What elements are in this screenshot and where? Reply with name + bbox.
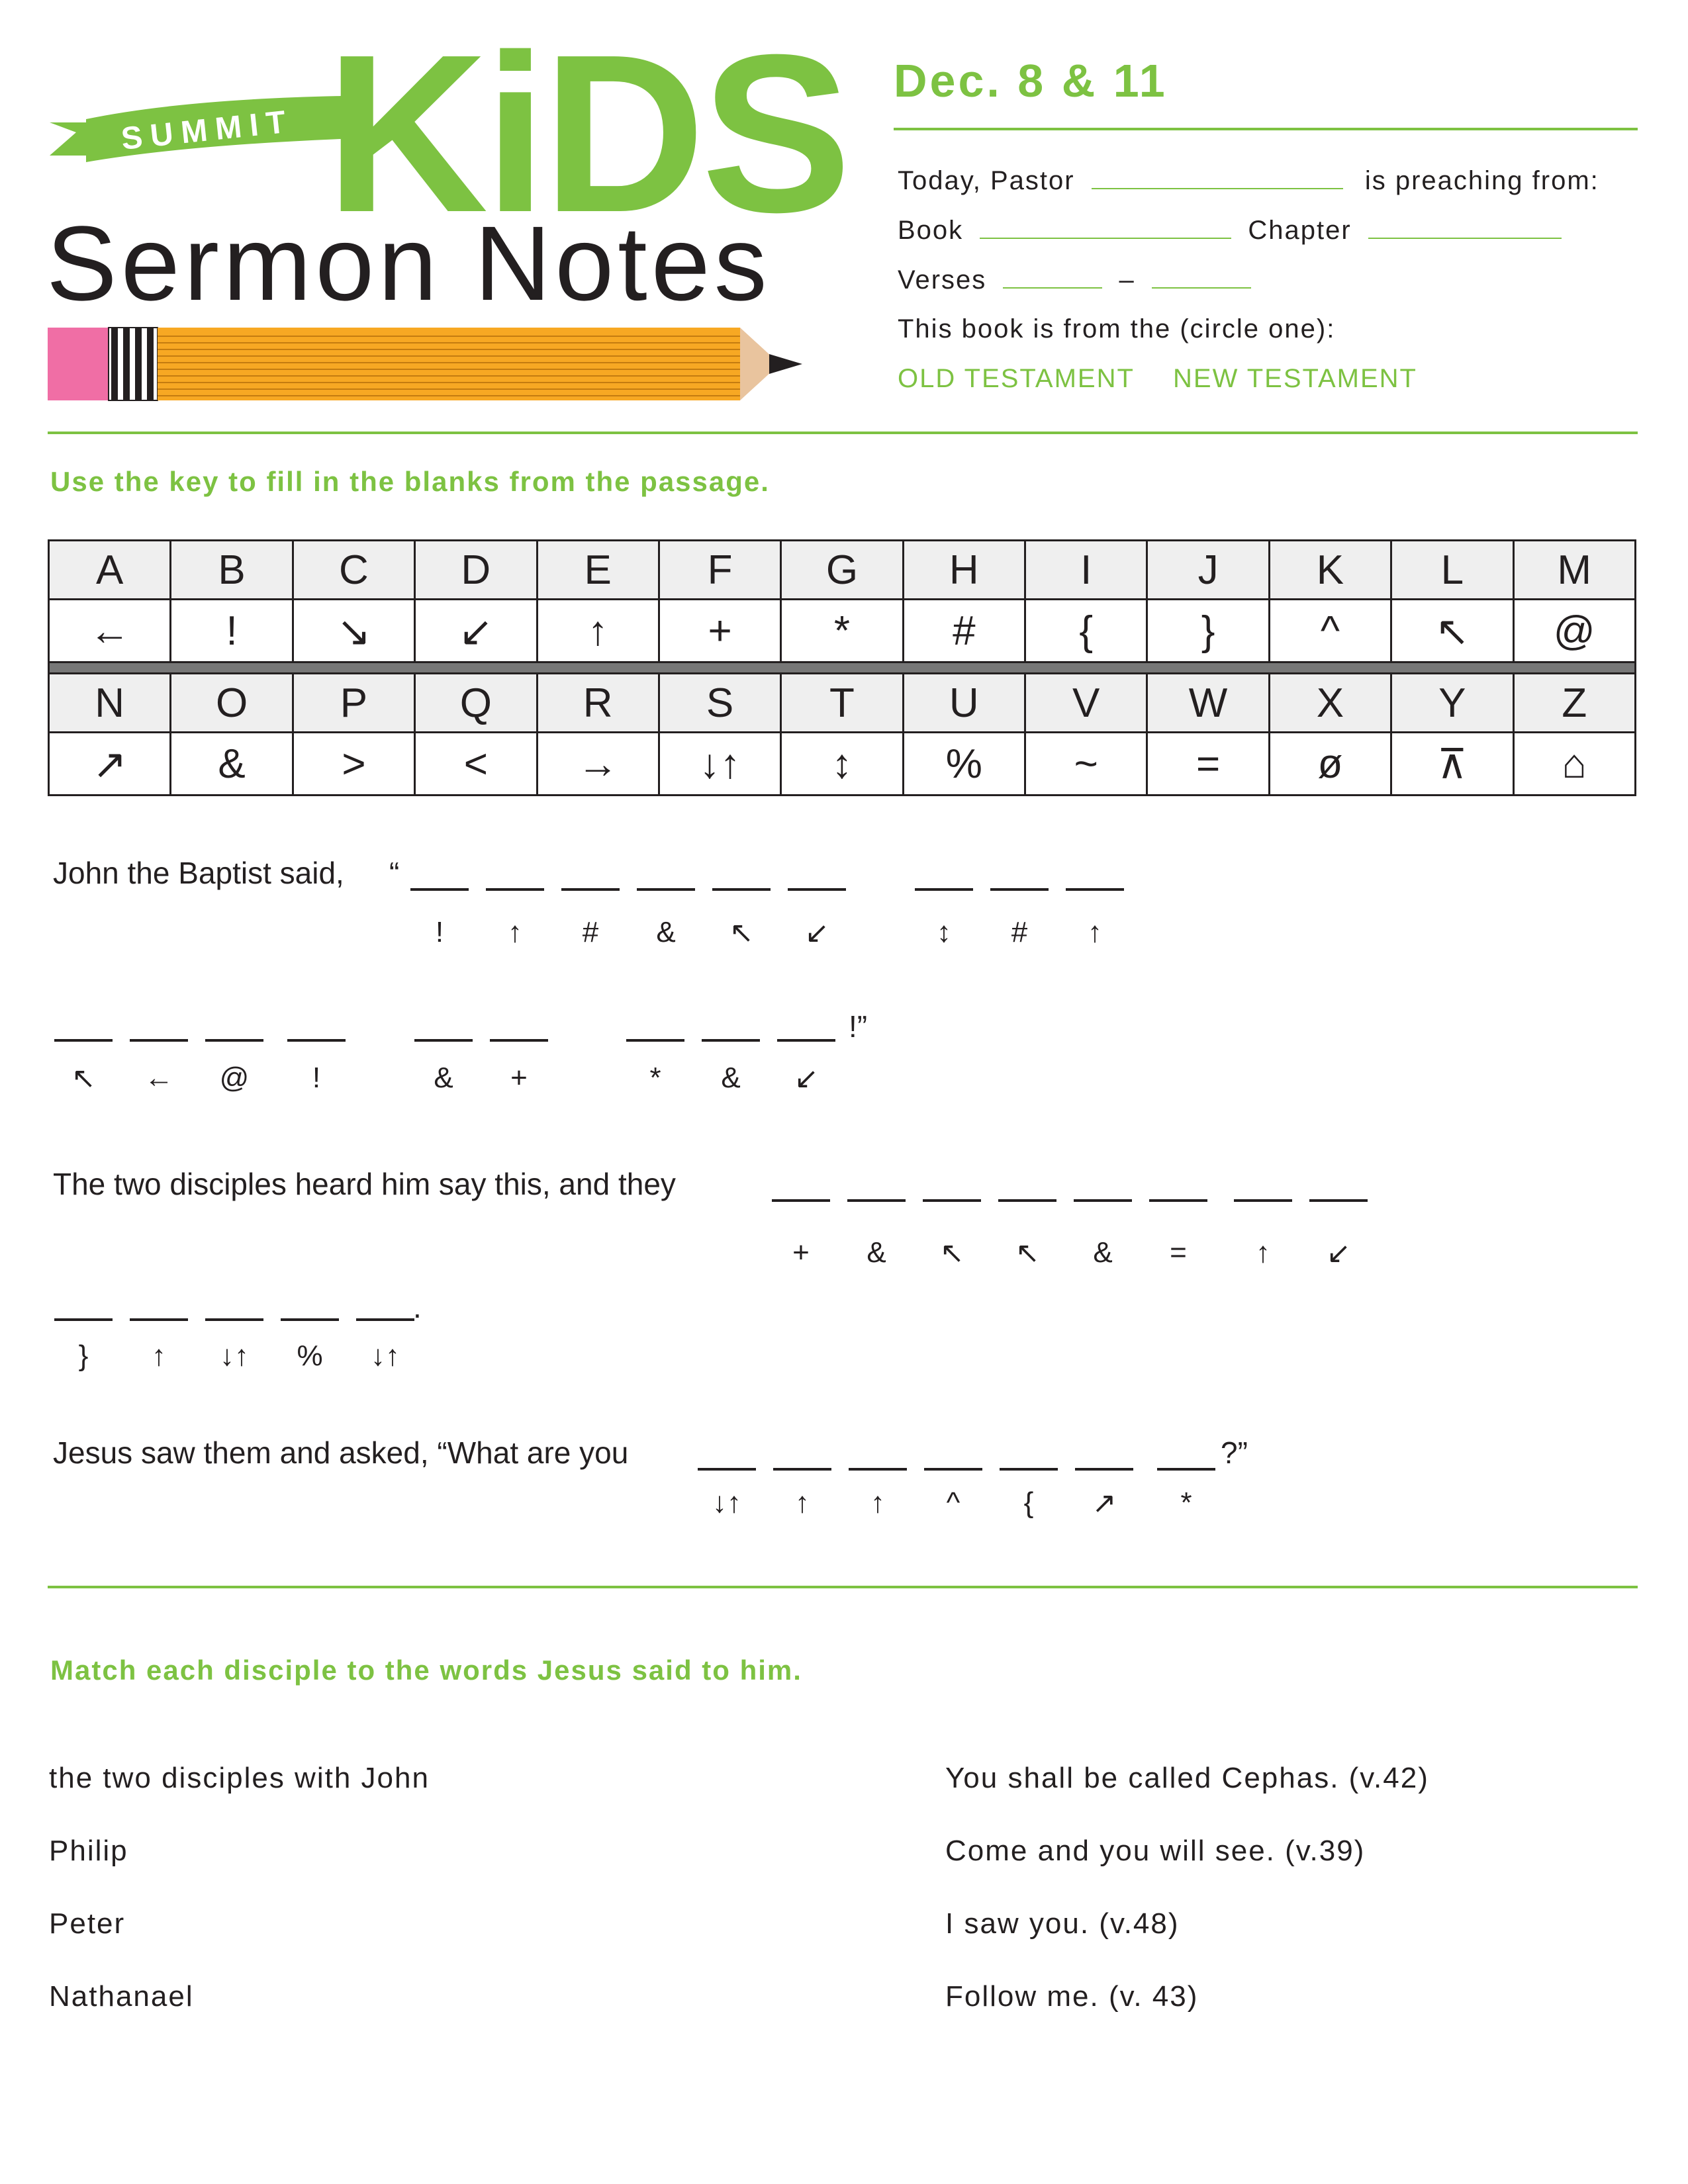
disciple-item[interactable]: Nathanael — [49, 1980, 194, 2013]
key-letter: H — [903, 541, 1025, 600]
cipher-clue: & — [867, 1236, 886, 1269]
key-symbol: } — [1147, 600, 1269, 662]
answer-blank[interactable] — [130, 1039, 188, 1042]
key-letter: R — [537, 674, 659, 733]
key-letter: Q — [415, 674, 537, 733]
answer-blank[interactable] — [1000, 1468, 1058, 1471]
cipher-key-table — [48, 539, 1636, 796]
cipher-clue: ↙ — [1326, 1237, 1351, 1269]
cipher-clue: ↖ — [1015, 1237, 1040, 1269]
jesus-quote-item[interactable]: I saw you. (v.48) — [945, 1907, 1180, 1940]
key-letter: I — [1025, 541, 1147, 600]
key-letter: F — [659, 541, 780, 600]
logo-subtitle: Sermon Notes — [46, 204, 771, 322]
logo-banner-text: SUMMIT — [119, 103, 296, 157]
answer-blank[interactable] — [356, 1318, 414, 1321]
preaching-from-label: is preaching from: — [1364, 166, 1599, 195]
answer-blank[interactable] — [561, 888, 620, 891]
key-letter-row — [49, 541, 1636, 600]
key-symbol: > — [293, 733, 414, 796]
cipher-clue: ↑ — [795, 1486, 810, 1519]
answer-blank[interactable] — [915, 888, 973, 891]
answer-blank[interactable] — [712, 888, 771, 891]
answer-blank[interactable] — [1074, 1199, 1132, 1202]
cipher-clue: & — [721, 1062, 741, 1094]
key-symbol-row — [49, 733, 1636, 796]
answer-blank[interactable] — [281, 1318, 339, 1321]
answer-blank[interactable] — [788, 888, 846, 891]
answer-blank[interactable] — [924, 1468, 982, 1471]
key-letter: U — [903, 674, 1025, 733]
answer-blank[interactable] — [205, 1318, 263, 1321]
key-symbol: @ — [1513, 600, 1636, 662]
key-letter: D — [415, 541, 537, 600]
answer-blank[interactable] — [1149, 1199, 1207, 1202]
cipher-clue: * — [1180, 1486, 1192, 1519]
key-symbol: ↘ — [293, 600, 414, 662]
answer-blank[interactable] — [1309, 1199, 1368, 1202]
jesus-quote-item[interactable]: Come and you will see. (v.39) — [945, 1835, 1366, 1867]
book-blank[interactable] — [980, 215, 1231, 239]
old-testament-option[interactable]: OLD TESTAMENT — [898, 364, 1135, 393]
cipher-clue: # — [582, 916, 599, 948]
key-letter: P — [293, 674, 414, 733]
key-instruction: Use the key to fill in the blanks from the passage. — [50, 466, 770, 497]
key-letter: N — [49, 674, 171, 733]
pencil-icon — [48, 324, 802, 404]
cipher-clue: ↗ — [1092, 1487, 1117, 1520]
answer-blank[interactable] — [1075, 1468, 1133, 1471]
answer-blank[interactable] — [1157, 1468, 1215, 1471]
key-separator — [49, 662, 1636, 674]
cipher-clue: + — [510, 1062, 528, 1094]
chapter-blank[interactable] — [1368, 215, 1562, 239]
answer-blank[interactable] — [772, 1199, 830, 1202]
key-symbol: ^ — [1269, 600, 1391, 662]
open-quote: “ — [389, 856, 400, 890]
disciple-item[interactable]: the two disciples with John — [49, 1762, 430, 1794]
key-letter: L — [1391, 541, 1513, 600]
key-letter: C — [293, 541, 414, 600]
key-letter: O — [171, 674, 293, 733]
cipher-clue: # — [1011, 916, 1028, 948]
key-letter: Z — [1513, 674, 1636, 733]
cipher-clue: ↖ — [71, 1062, 96, 1095]
answer-blank[interactable] — [777, 1039, 835, 1042]
cipher-clue: ↓↑ — [220, 1340, 249, 1372]
key-letter: S — [659, 674, 780, 733]
cipher-clue: ↑ — [870, 1486, 885, 1519]
new-testament-option[interactable]: NEW TESTAMENT — [1173, 364, 1417, 393]
answer-blank[interactable] — [998, 1199, 1056, 1202]
cipher-clue: & — [434, 1062, 453, 1094]
logo-banner — [50, 93, 341, 172]
key-symbol: # — [903, 600, 1025, 662]
key-symbol: < — [415, 733, 537, 796]
answer-blank[interactable] — [637, 888, 695, 891]
key-letter: X — [1269, 674, 1391, 733]
pastor-name-blank[interactable] — [1092, 165, 1343, 189]
key-symbol: → — [537, 733, 659, 796]
key-letter: A — [49, 541, 171, 600]
key-symbol: ø — [1269, 733, 1391, 796]
sermon-date: Dec. 8 & 11 — [894, 55, 1168, 107]
verses-line — [898, 265, 1251, 295]
cipher-clue: & — [1093, 1236, 1113, 1269]
cipher-clue: ↓↑ — [371, 1340, 400, 1372]
key-symbol: ↗ — [49, 733, 171, 796]
key-symbol: ! — [171, 600, 293, 662]
key-symbol: = — [1147, 733, 1269, 796]
answer-blank[interactable] — [410, 888, 469, 891]
line5-end-punct: ?” — [1221, 1435, 1248, 1470]
key-symbol: ~ — [1025, 733, 1147, 796]
cipher-clue: { — [1023, 1486, 1034, 1519]
key-letter: Y — [1391, 674, 1513, 733]
answer-blank[interactable] — [490, 1039, 548, 1042]
today-pastor-label: Today, Pastor — [898, 166, 1075, 195]
key-symbol: ← — [49, 600, 171, 662]
puzzle-line3-text: The two disciples heard him say this, and they — [53, 1167, 676, 1201]
book-line — [898, 215, 1562, 246]
divider — [48, 1586, 1638, 1588]
key-letter: G — [781, 541, 903, 600]
key-letter: E — [537, 541, 659, 600]
answer-blank[interactable] — [1066, 888, 1124, 891]
cipher-clue: % — [297, 1340, 323, 1372]
cipher-clue: + — [792, 1236, 810, 1269]
key-symbol: & — [171, 733, 293, 796]
line4-end-punct: . — [413, 1290, 422, 1324]
cipher-clue: ↑ — [1256, 1236, 1270, 1269]
answer-blank[interactable] — [414, 1039, 473, 1042]
answer-blank[interactable] — [849, 1468, 907, 1471]
key-symbol: { — [1025, 600, 1147, 662]
key-letter: T — [781, 674, 903, 733]
cipher-clue: ↕ — [937, 916, 951, 948]
puzzle-line1-text: John the Baptist said, — [53, 856, 344, 890]
cipher-clue: ↓↑ — [712, 1486, 741, 1519]
disciple-item[interactable]: Peter — [49, 1907, 126, 1940]
answer-blank[interactable] — [205, 1039, 263, 1042]
cipher-clue: ↑ — [1088, 916, 1102, 948]
answer-blank[interactable] — [990, 888, 1049, 891]
jesus-quote-item[interactable]: Follow me. (v. 43) — [945, 1980, 1199, 2013]
key-letter: V — [1025, 674, 1147, 733]
answer-blank[interactable] — [923, 1199, 981, 1202]
key-symbol: ↑ — [537, 600, 659, 662]
key-symbol: ⊼ — [1391, 733, 1513, 796]
cipher-clue: ↑ — [508, 916, 522, 948]
cipher-clue: ↑ — [152, 1340, 166, 1372]
answer-blank[interactable] — [130, 1318, 188, 1321]
cipher-clue: @ — [219, 1062, 250, 1094]
answer-blank[interactable] — [847, 1199, 906, 1202]
cipher-clue: ← — [144, 1062, 173, 1094]
cipher-clue: & — [656, 916, 676, 948]
key-symbol: ↕ — [781, 733, 903, 796]
cipher-clue: ^ — [946, 1486, 961, 1519]
key-letter: W — [1147, 674, 1269, 733]
book-label: Book — [898, 216, 964, 245]
key-letter: J — [1147, 541, 1269, 600]
matching-instruction: Match each disciple to the words Jesus said to him. — [50, 1655, 802, 1686]
key-symbol: ↓↑ — [659, 733, 780, 796]
key-symbol: % — [903, 733, 1025, 796]
answer-blank[interactable] — [1234, 1199, 1292, 1202]
answer-blank[interactable] — [698, 1468, 756, 1471]
answer-blank[interactable] — [626, 1039, 684, 1042]
cipher-clue: ↙ — [794, 1062, 819, 1095]
key-symbol: * — [781, 600, 903, 662]
cipher-clue: ↖ — [729, 917, 754, 949]
verse-dash: – — [1119, 265, 1135, 295]
answer-blank[interactable] — [702, 1039, 760, 1042]
divider — [894, 128, 1638, 130]
disciple-item[interactable]: Philip — [49, 1835, 128, 1867]
cipher-clue: * — [649, 1062, 661, 1094]
answer-blank[interactable] — [773, 1468, 831, 1471]
cipher-clue: = — [1170, 1236, 1187, 1269]
key-letter: M — [1513, 541, 1636, 600]
verse-end-blank[interactable] — [1152, 265, 1251, 289]
key-symbol: ↖ — [1391, 600, 1513, 662]
cipher-clue: ! — [435, 916, 444, 948]
line2-end-punct: !” — [849, 1009, 868, 1044]
circle-one-label: This book is from the (circle one): — [898, 314, 1336, 343]
key-symbol-row — [49, 600, 1636, 662]
jesus-quote-item[interactable]: You shall be called Cephas. (v.42) — [945, 1762, 1429, 1794]
answer-blank[interactable] — [486, 888, 544, 891]
logo-kids: KiDS — [326, 8, 848, 259]
answer-blank[interactable] — [54, 1318, 113, 1321]
verses-label: Verses — [898, 265, 987, 295]
puzzle-line5-text: Jesus saw them and asked, “What are you — [53, 1435, 629, 1470]
key-letter: B — [171, 541, 293, 600]
key-letter-row — [49, 674, 1636, 733]
cipher-clue: ! — [312, 1062, 321, 1094]
answer-blank[interactable] — [54, 1039, 113, 1042]
key-symbol: + — [659, 600, 780, 662]
verse-start-blank[interactable] — [1003, 265, 1102, 289]
key-symbol: ⌂ — [1513, 733, 1636, 796]
cipher-clue: } — [78, 1340, 89, 1372]
chapter-label: Chapter — [1248, 216, 1352, 245]
cipher-clue: ↙ — [804, 917, 829, 949]
cipher-clue: ↖ — [939, 1237, 964, 1269]
divider — [48, 432, 1638, 434]
key-symbol: ↙ — [415, 600, 537, 662]
pastor-line — [898, 165, 1599, 196]
answer-blank[interactable] — [287, 1039, 346, 1042]
key-letter: K — [1269, 541, 1391, 600]
